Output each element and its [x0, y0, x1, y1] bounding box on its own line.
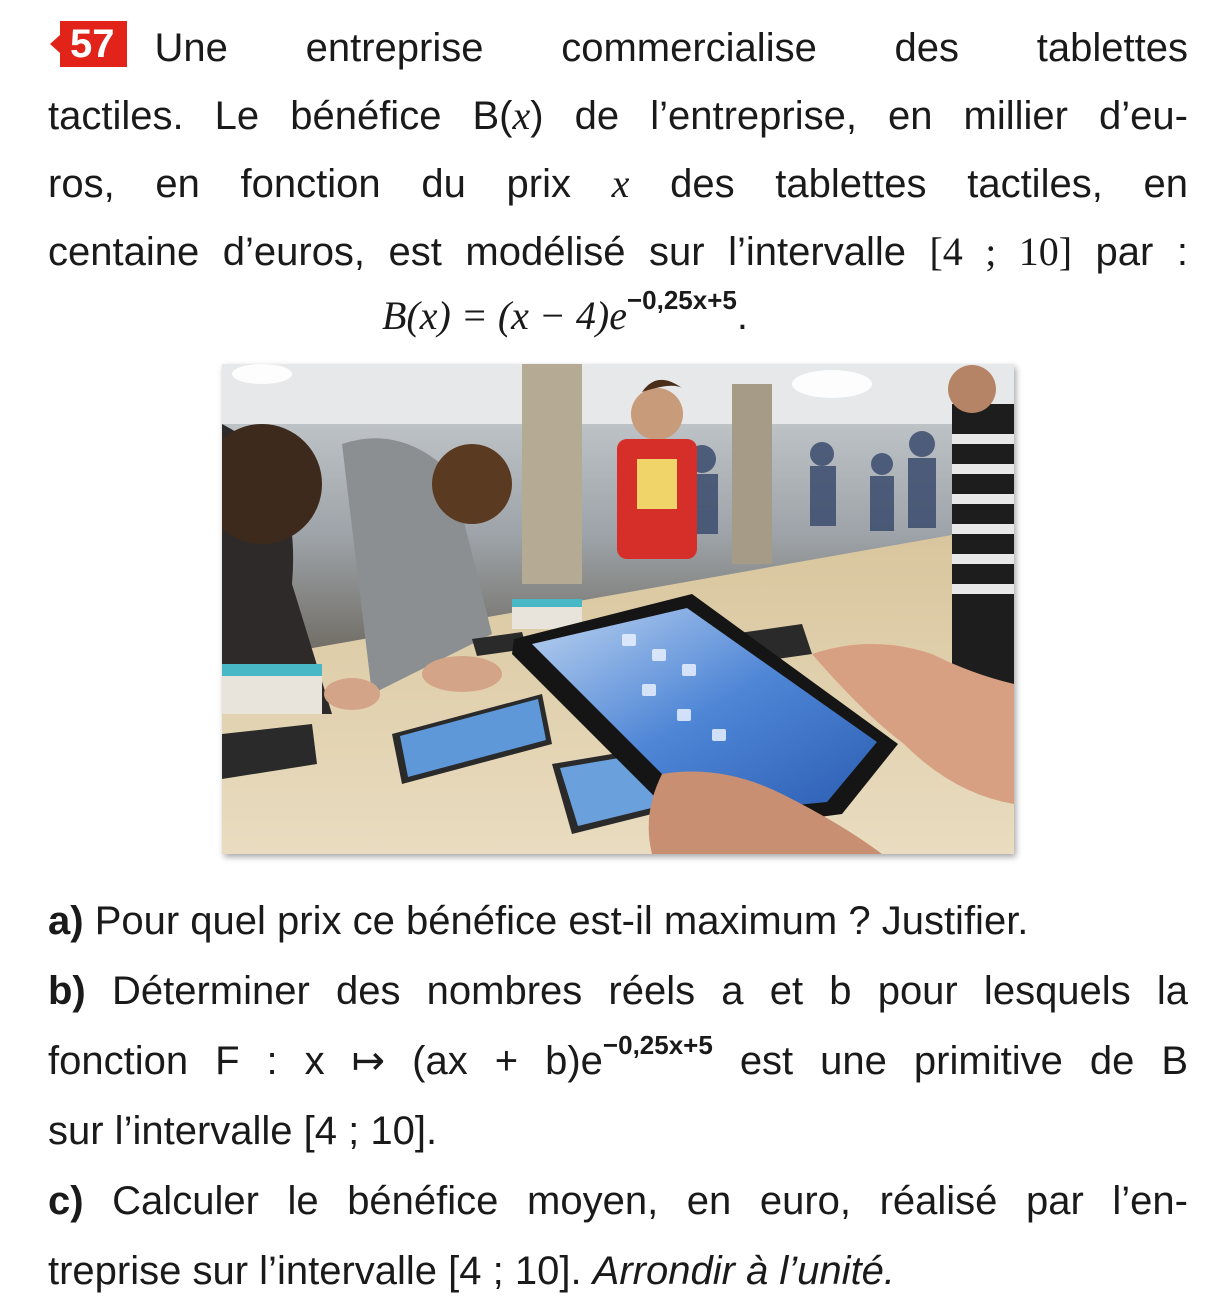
question-b-line-3: sur l’intervalle [4 ; 10]. — [48, 1109, 438, 1153]
question-c-line-1: c) Calculer le bénéfice moyen, en euro, réalisé par l’en- — [48, 1179, 1188, 1223]
tablet-store-illustration — [222, 364, 1014, 854]
questions — [48, 886, 1188, 1306]
intro-line-4: centaine d’euros, est modélisé sur l’intervalle [4 ; 10] par : — [48, 229, 1188, 274]
question-a: a) Pour quel prix ce bénéfice est-il maximum ? Justifier. — [48, 899, 1029, 943]
intro-line-3: ros, en fonction du prix x des tablettes tactiles, en — [48, 161, 1188, 206]
benefit-formula-exponent: −0,25x+5 — [626, 285, 737, 315]
intro-line-2: tactiles. Le bénéfice B(x) de l’entreprise, en millier d’eu- — [48, 93, 1188, 138]
question-b-line-2: fonction F : x ↦ $(ax + b)e^{-0,25x+5}$ est une primitive de B — [48, 1030, 1188, 1083]
exercise-statement — [48, 14, 1188, 286]
intro-line-1 — [48, 14, 1188, 82]
question-b-exponent: −0,25x+5 — [602, 1030, 713, 1060]
exercise-number-badge: 57 — [60, 21, 127, 67]
benefit-formula: $B(x) = (x - 4)e^{-0,25x+5}$. — [382, 285, 748, 338]
question-b-line-1: b) Déterminer des nombres réels a et b pour lesquels la — [48, 969, 1188, 1013]
tablet-store-photo — [222, 364, 1014, 854]
question-c-line-2: treprise sur l’intervalle [4 ; 10]. Arrondir à l’unité. — [48, 1249, 896, 1293]
intro-line-1-text: Une entreprise commercialise des tablettes — [154, 26, 1188, 70]
